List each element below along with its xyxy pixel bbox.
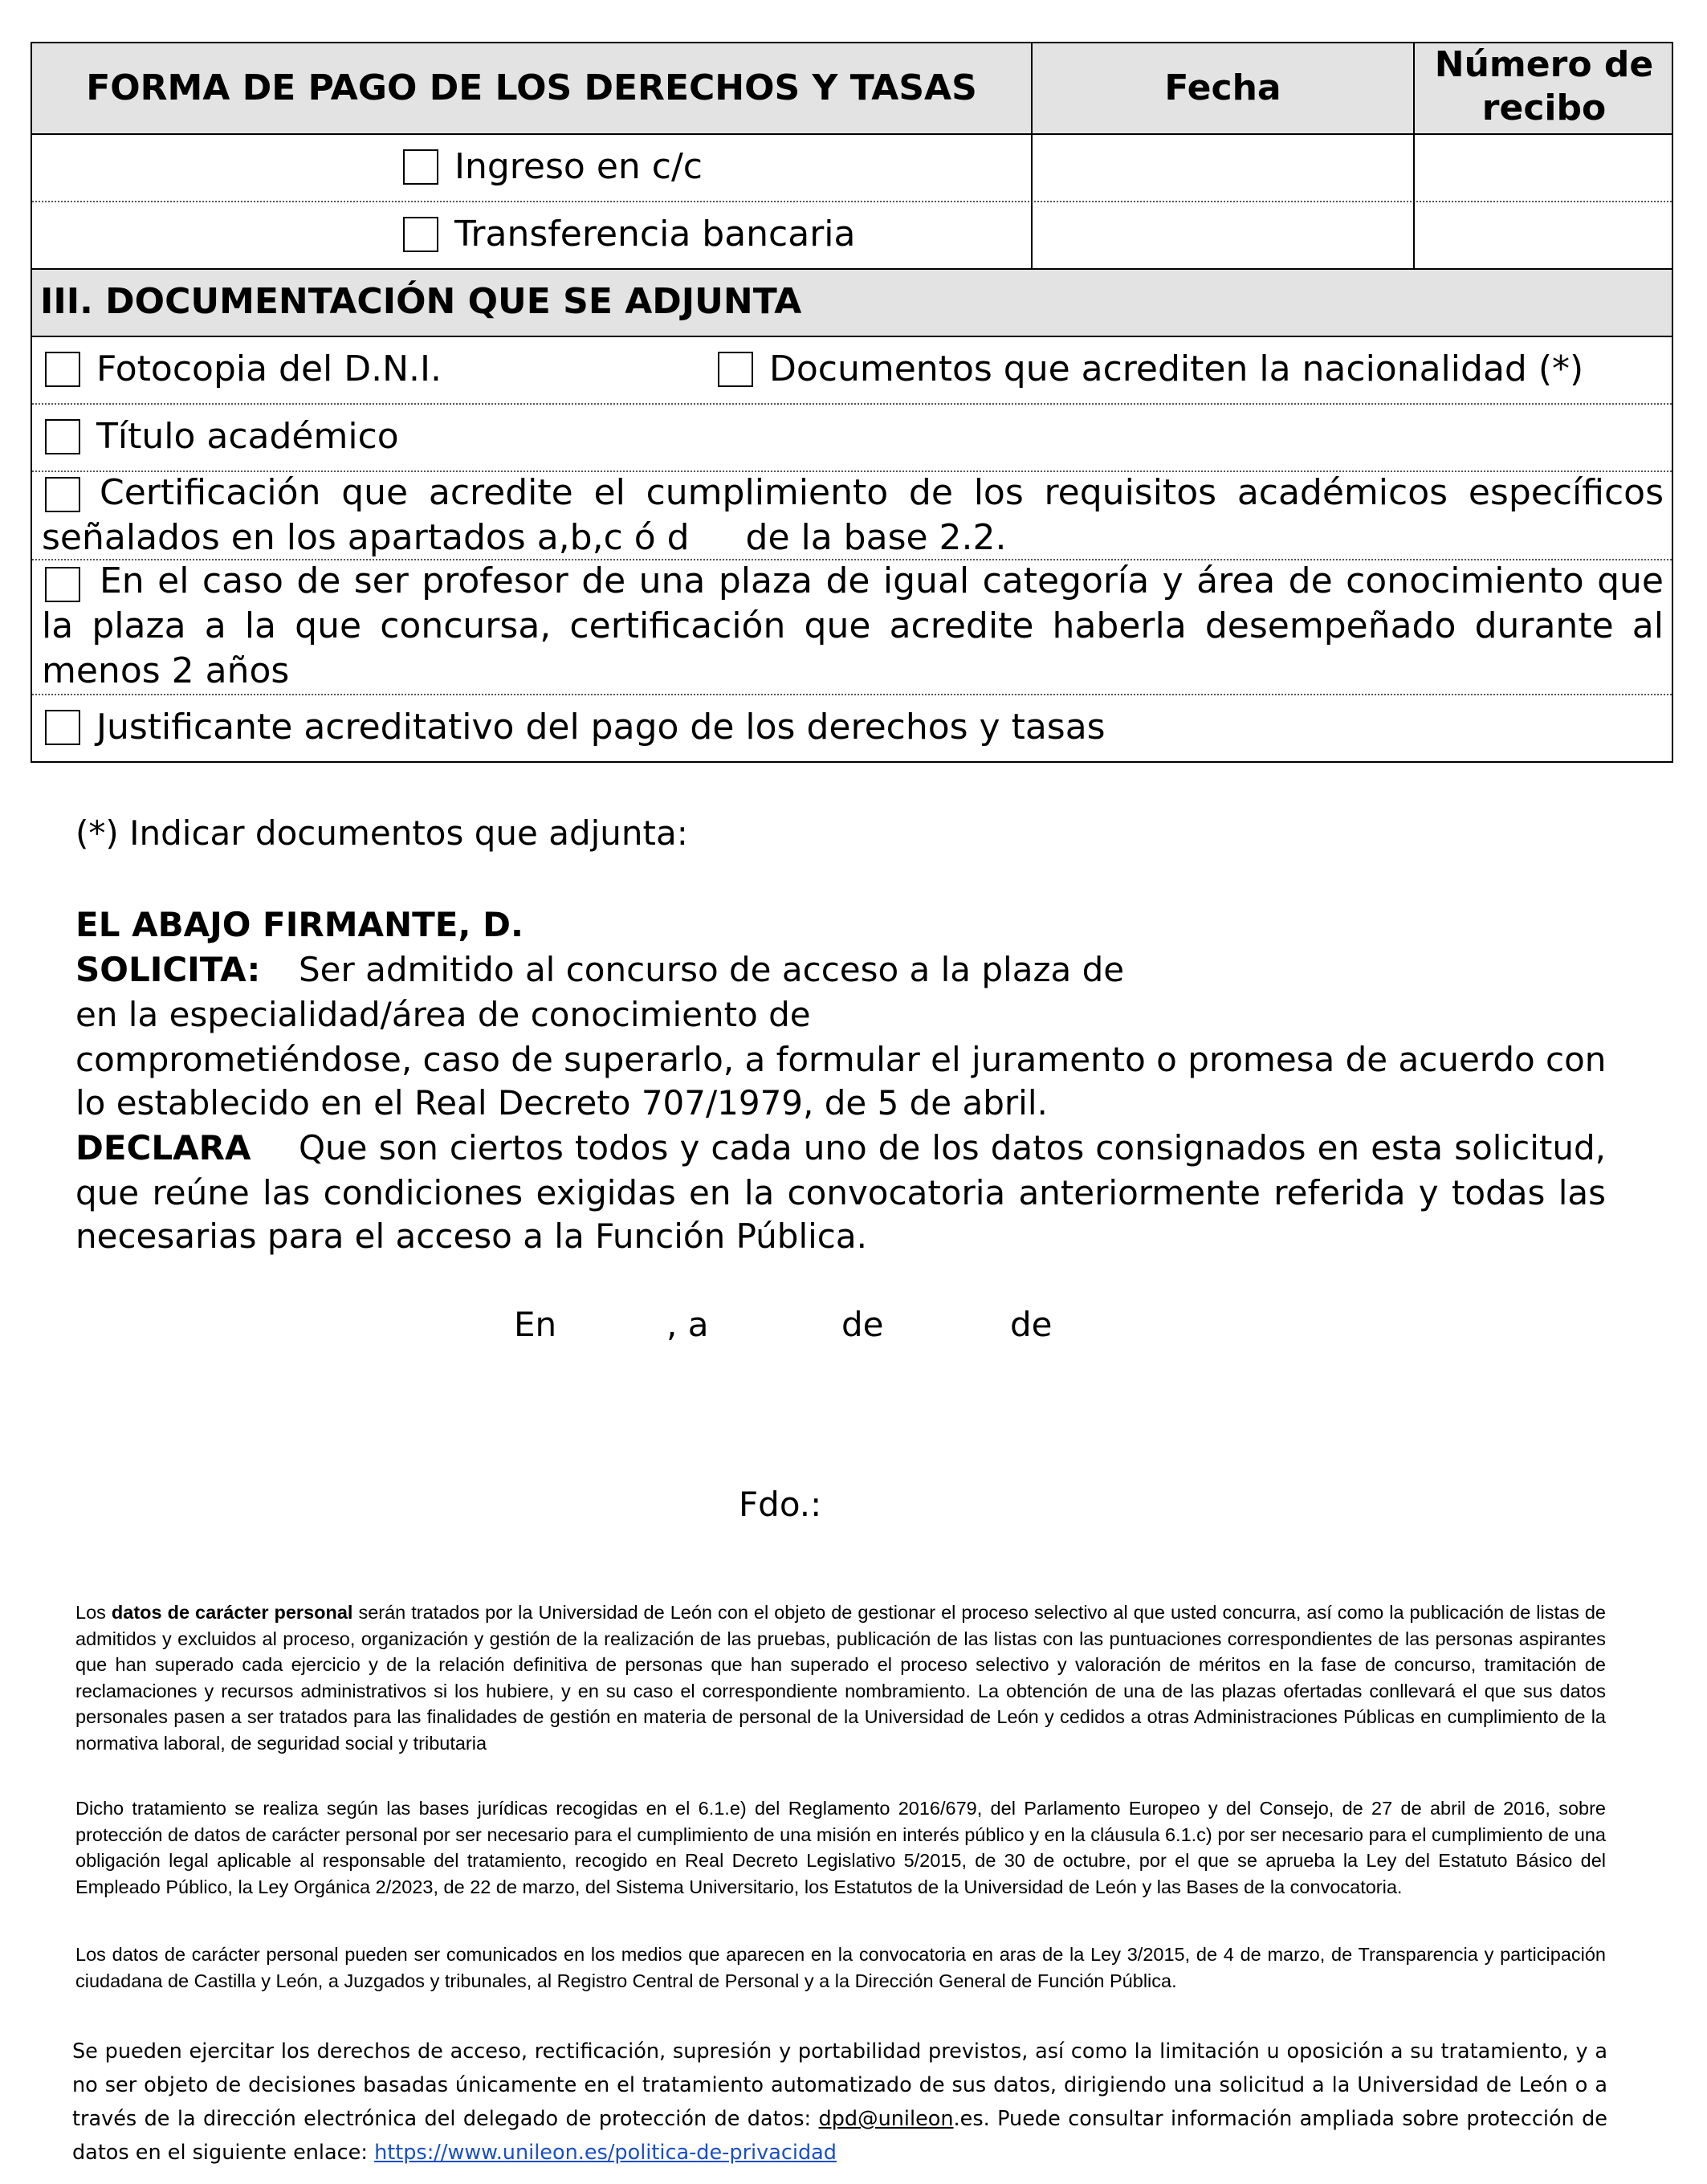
- privacy-p1-rest: serán tratados por la Universidad de León con el objeto de gestionar el proceso selectivo al que usted concurra, así como la publicación de listas de admitidos y excluidos al proceso, organización y gestión de la realización de las pruebas, publicación de las listas con las puntuaciones correspondientes de las personas aspirantes que han superado cada ejercicio y de la relación definitiva de personas que han superado el proceso selectivo y valoración de méritos en la fase de concurso, tramitación de reclamaciones y recursos administrativos si los hubiere, y en su caso el correspondiente nombramiento. La obtención de una de las plazas ofertadas conllevará el que sus datos personales pasen a ser tratados para las finalidades de gestión en materia de personal de la Universidad de León y cedidos a otras Administraciones Públicas en cumplimiento de la normativa laboral, de seguridad social y tributaria: [75, 1602, 1606, 1754]
- requests-line-4: lo establecido en el Real Decreto 707/1979, de 5 de abril.: [75, 1083, 1048, 1123]
- documentation-section-title: III. DOCUMENTACIÓN QUE SE ADJUNTA: [40, 281, 802, 322]
- privacy-paragraph-1: [75, 1599, 1606, 1756]
- nationality-checkbox[interactable]: [718, 352, 753, 387]
- declares-label: DECLARA: [75, 1128, 251, 1167]
- payment-method-header: FORMA DE PAGO DE LOS DERECHOS Y TASAS: [86, 67, 977, 108]
- deposit-checkbox[interactable]: [403, 149, 438, 185]
- certification-label: Certificación que acredite el cumplimiento de los requisitos académicos específicos señalados en los apartados a,b,c ó d de la base 2.2.: [42, 472, 1675, 558]
- teacher-certification-label: En el caso de ser profesor de una plaza de igual categoría y área de conocimiento que la plaza a la que concursa, certificación que acredite haberla desempeñado durante al menos 2 años: [42, 560, 1664, 691]
- payment-proof-label: Justificante acreditativo del pago de los derechos y tasas: [96, 707, 1106, 748]
- privacy-paragraph-4: [72, 2035, 1607, 2170]
- date-field-deposit[interactable]: [1036, 138, 1408, 198]
- degree-checkbox[interactable]: [45, 419, 80, 454]
- date-de-label-2: de: [1010, 1305, 1053, 1344]
- privacy-p1-bold: datos de carácter personal: [111, 1602, 353, 1623]
- date-header: Fecha: [1164, 67, 1281, 108]
- deposit-option-label: Ingreso en c/c: [454, 146, 703, 187]
- receipt-field-deposit[interactable]: [1418, 138, 1670, 198]
- requests-line-2: en la especialidad/área de conocimiento de: [75, 995, 811, 1034]
- privacy-p4-mid: .es. Puede consultar información ampliada sobre protección de datos en el siguiente enlace:: [72, 2107, 1607, 2165]
- date-field-transfer[interactable]: [1036, 206, 1408, 265]
- date-de-label-1: de: [841, 1305, 884, 1344]
- privacy-paragraph-3: Los datos de carácter personal pueden ser comunicados en los medios que aparecen en la convocatoria en aras de la Ley 3/2015, de 4 de marzo, de Transparencia y participación ciudadana de Castilla y León, a Juzgados y tribunales, al Registro Central de Personal y a la Dirección General de Función Pública.: [75, 1944, 1606, 1991]
- receipt-number-header: Número de recibo: [1434, 44, 1654, 128]
- documentation-table: [31, 42, 1673, 763]
- receipt-field-transfer[interactable]: [1418, 206, 1670, 265]
- dni-label: Fotocopia del D.N.I.: [96, 348, 442, 389]
- declares-line-2: que reúne las condiciones exigidas en la convocatoria anteriormente referida y todas las: [75, 1173, 1606, 1212]
- privacy-policy-link[interactable]: https://www.unileon.es/politica-de-privacidad: [374, 2141, 837, 2165]
- transfer-option-label: Transferencia bancaria: [454, 214, 856, 255]
- requests-line-3: comprometiéndose, caso de superarlo, a formular el juramento o promesa de acuerdo con: [75, 1040, 1607, 1079]
- dpo-email-link[interactable]: dpd@unileon: [818, 2107, 954, 2131]
- privacy-p4-start: Se pueden ejercitar los derechos de acceso, rectificación, supresión y portabilidad previstos, así como la limitación u oposición a su tratamiento, y a no ser objeto de decisiones basadas únicamente en el tratamiento automatizado de sus datos, dirigiendo una solicitud a la Universidad de León o a través de la dirección electrónica del delegado de protección de datos:: [72, 2039, 1607, 2131]
- degree-label: Título académico: [96, 416, 399, 457]
- dni-checkbox[interactable]: [45, 352, 80, 387]
- payment-proof-checkbox[interactable]: [45, 710, 80, 745]
- nationality-label: Documentos que acrediten la nacionalidad (*): [769, 348, 1584, 389]
- place-en-label: En: [514, 1305, 557, 1344]
- requests-label: SOLICITA:: [75, 950, 261, 989]
- declares-line-1: Que son ciertos todos y cada uno de los datos consignados en esta solicitud,: [299, 1128, 1606, 1167]
- signer-label: EL ABAJO FIRMANTE, D.: [75, 905, 524, 944]
- declares-line-3: necesarias para el acceso a la Función Pública.: [75, 1216, 867, 1256]
- requests-line-1: Ser admitido al concurso de acceso a la plaza de: [299, 950, 1125, 989]
- documents-footnote: (*) Indicar documentos que adjunta:: [75, 813, 688, 853]
- place-a-label: , a: [666, 1305, 709, 1344]
- privacy-paragraph-2: Dicho tratamiento se realiza según las bases jurídicas recogidas en el 6.1.e) del Reglamento 2016/679, del Parlamento Europeo y del Consejo, de 27 de abril de 2016, sobre protección de datos de carácter personal por ser necesario para el cumplimiento de una misión en interés público y en la cláusula 6.1.c) por ser necesario para el cumplimiento de una obligación legal aplicable al responsable del tratamiento, recogido en Real Decreto Legislativo 5/2015, de 30 de octubre, por el que se aprueba la Ley del Estatuto Básico del Empleado Público, la Ley Orgánica 2/2023, de 22 de marzo, del Sistema Universitario, los Estatutos de la Universidad de León y las Bases de la convocatoria.: [75, 1798, 1606, 1897]
- transfer-checkbox[interactable]: [403, 217, 438, 252]
- privacy-p1-start: Los: [75, 1602, 112, 1623]
- signature-label: Fdo.:: [739, 1485, 822, 1524]
